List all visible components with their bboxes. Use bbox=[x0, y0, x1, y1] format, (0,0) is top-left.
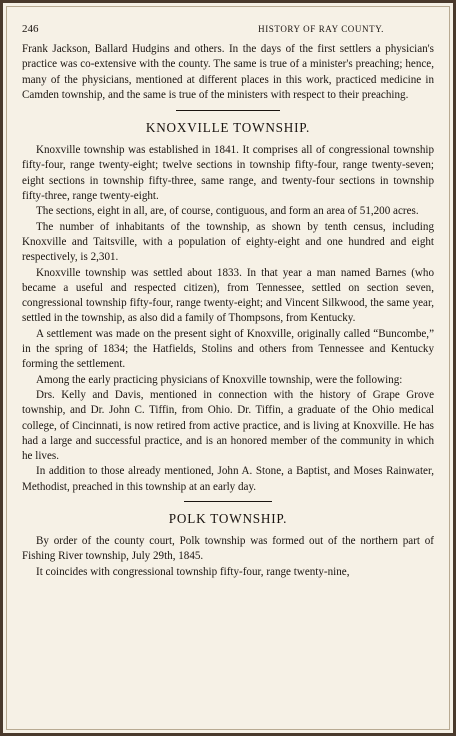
knoxville-paragraph: The number of inhabitants of the township, as shown by tenth census, including Knoxville and Taitsville, with a population of eighty-eight and one hundred and eight respectively, is 2,301. bbox=[22, 220, 434, 264]
running-head bbox=[22, 22, 434, 38]
section-divider bbox=[184, 501, 272, 502]
knoxville-paragraph: A settlement was made on the present sight of Knoxville, originally called “Buncombe,” in the spring of 1834; the Hatfields, Stolins and others from Tennessee and Kentucky forming the settlement. bbox=[22, 327, 434, 371]
knoxville-paragraph: The sections, eight in all, are, of course, contiguous, and form an area of 51,200 acres. bbox=[36, 205, 419, 218]
polk-paragraph: By order of the county court, Polk township was formed out of the northern part of Fishing River township, July 29th, 1845. bbox=[22, 535, 434, 563]
knoxville-paragraph: Among the early practicing physicians of Knoxville township, were the following: bbox=[36, 373, 403, 386]
polk-heading: POLK TOWNSHIP. bbox=[168, 511, 288, 527]
knoxville-paragraph: Knoxville township was established in 1841. It comprises all of congressional township fifty-four, range twenty-eight; twelve sections in township fifty-four, range twenty-seven; eight sections in township fifty-three, same range, and twenty-four sections in township fifty-three, range twenty-eight. bbox=[22, 144, 434, 203]
knoxville-heading: KNOXVILLE TOWNSHIP. bbox=[145, 120, 311, 136]
page-number: 246 bbox=[22, 23, 39, 35]
polk-paragraph: It coincides with congressional township fifty-four, range twenty-nine, bbox=[36, 565, 350, 578]
knoxville-paragraph: Drs. Kelly and Davis, mentioned in connection with the history of Grape Grove township, and Dr. John C. Tiffin, from Ohio. Dr. Tiffin, a graduate of the Ohio medical college, of Cincinnati, is now retired from active practice, and is living at Knoxville. He has had a large and successful practice, and is an honored member of the community in which he lives. bbox=[22, 388, 434, 463]
knoxville-paragraph: Knoxville township was settled about 1833. In that year a man named Barnes (who became a useful and respected citizen), from Tennessee, settled on section seven, congressional township fifty-four, range twenty-eight; and Vincent Silkwood, the same year, settled in the township, as also did a family of Thompsons, from Kentucky. bbox=[22, 266, 434, 325]
book-title: HISTORY OF RAY COUNTY. bbox=[258, 24, 384, 34]
intro-paragraph: Frank Jackson, Ballard Hudgins and others. In the days of the first settlers a physician's practice was co-extensive with the county. The same is true of a minister's preaching; hence, many of the physicians, mentioned at different places in this work, practiced medicine in Camden township, and the same is true of the ministers with respect to their preaching. bbox=[22, 43, 434, 101]
book-page bbox=[22, 22, 434, 722]
section-divider bbox=[176, 110, 280, 111]
knoxville-paragraph: In addition to those already mentioned, John A. Stone, a Baptist, and Moses Rainwater, Methodist, preached in this township at an early day. bbox=[22, 465, 434, 493]
